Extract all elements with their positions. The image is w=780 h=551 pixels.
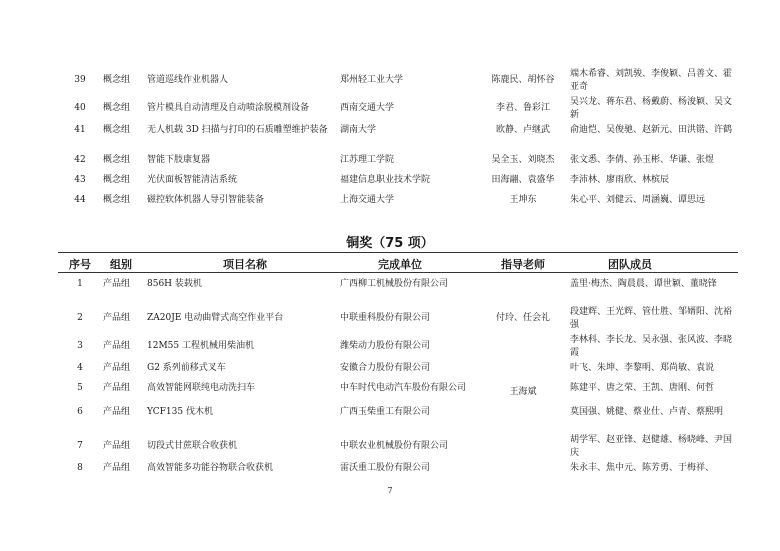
row-project-name: 光伏面板智能清洁系统 — [147, 175, 238, 185]
row-members: 段建辉、王光辉、管仕胜、邹婿阳、沈裕强 — [570, 307, 733, 330]
header-unit: 完成单位 — [378, 258, 422, 271]
row-members: 俞迪恺、吴俊驰、赵新元、田洪锴、许鹤 — [570, 125, 733, 135]
row-members: 朱心平、刘健云、周涵巍、谭思远 — [570, 195, 706, 205]
row-group: 概念组 — [103, 125, 131, 135]
row-members: 陈建平、唐之荣、王凯、唐刚、何哲 — [570, 383, 715, 393]
row-project-name: 切段式甘蔗联合收获机 — [147, 441, 238, 451]
row-members: 朱永丰、焦中元、陈芳勇、于梅祥、 — [570, 463, 715, 473]
row-project-name: 高效智能多功能谷物联合收获机 — [147, 463, 274, 473]
row-group: 产品组 — [103, 407, 131, 417]
row-unit: 中车时代电动汽车股份有限公司 — [340, 383, 467, 393]
row-number: 5 — [77, 383, 83, 393]
row-project-name: 管片模具自动清理及自动喷涂脱模剂设备 — [147, 103, 310, 113]
row-group: 概念组 — [103, 155, 131, 165]
row-members: 李林科、李长龙、吴永强、张风波、李晓霞 — [570, 335, 733, 358]
row-group: 概念组 — [103, 103, 131, 113]
row-unit: 福建信息职业技术学院 — [340, 175, 431, 185]
row-unit: 郑州轻工业大学 — [340, 75, 404, 85]
row-project-name: 智能下肢康复器 — [147, 155, 211, 165]
row-group: 概念组 — [103, 75, 131, 85]
row-unit: 安徽合力股份有限公司 — [340, 363, 431, 373]
row-group: 概念组 — [103, 175, 131, 185]
header-num: 序号 — [69, 258, 91, 271]
row-members: 莫国强、姚健、蔡业仕、卢青、蔡熙明 — [570, 407, 724, 417]
row-group: 产品组 — [103, 383, 131, 393]
row-members: 李沛林、廖雨欣、林槟辰 — [570, 175, 670, 185]
row-group: 产品组 — [103, 279, 131, 289]
header-members: 团队成员 — [608, 258, 652, 271]
row-unit: 广西柳工机械股份有限公司 — [340, 279, 449, 289]
row-number: 8 — [77, 463, 83, 473]
row-unit: 雷沃重工股份有限公司 — [340, 463, 431, 473]
row-number: 1 — [77, 279, 83, 289]
row-members: 盖里·梅杰、陶晨晨、谭世颖、董晓锋 — [570, 279, 717, 289]
header-group: 组别 — [110, 258, 132, 271]
row-project-name: ZA20JE 电动曲臂式高空作业平台 — [147, 313, 284, 323]
header-rule-bottom — [58, 272, 738, 273]
row-project-name: 无人机载 3D 扫描与打印的石质雕塑维护装备 — [147, 125, 328, 135]
row-advisor: 王坤东 — [509, 195, 537, 205]
row-advisor: 付玲、任会礼 — [495, 313, 550, 323]
row-group: 产品组 — [103, 441, 131, 451]
page-number: 7 — [387, 486, 393, 495]
row-group: 产品组 — [103, 341, 131, 351]
row-number: 6 — [77, 407, 83, 417]
row-group: 产品组 — [103, 463, 131, 473]
row-advisor: 欧静、卢继武 — [495, 125, 550, 135]
row-members: 叶飞、朱坤、李黎明、郑尚敏、袁说 — [570, 363, 715, 373]
row-members: 端木希睿、刘凯骏、李俊颖、吕善文、霍亚奇 — [570, 69, 733, 92]
row-members: 张文悉、李倩、孙玉彬、华谦、张煜 — [570, 155, 715, 165]
section-title: 铜奖（75 项） — [346, 236, 434, 251]
header-rule-top — [58, 252, 738, 253]
row-project-name: G2 系列前移式叉车 — [147, 363, 226, 373]
row-advisor: 吴全玉、刘晓杰 — [491, 155, 555, 165]
row-number: 40 — [74, 103, 86, 113]
row-unit: 上海交通大学 — [340, 195, 395, 205]
row-project-name: 856H 装载机 — [147, 279, 202, 289]
row-project-name: YCF135 伐木机 — [147, 407, 213, 417]
row-project-name: 12M55 工程机械用柴油机 — [147, 341, 254, 351]
row-number: 2 — [77, 313, 83, 323]
row-advisor: 陈鹿民、胡怀谷 — [491, 75, 555, 85]
row-number: 42 — [74, 155, 86, 165]
row-project-name: 磁控软体机器人导引智能装备 — [147, 195, 265, 205]
header-advisor: 指导老师 — [501, 258, 545, 271]
row-members: 胡学军、赵亚锋、赵健雄、杨晓峰、尹国庆 — [570, 435, 733, 458]
row-number: 7 — [77, 441, 83, 451]
row-unit: 潍柴动力股份有限公司 — [340, 341, 431, 351]
row-unit: 西南交通大学 — [340, 103, 395, 113]
row-number: 3 — [77, 341, 83, 351]
row-unit: 中联重科股份有限公司 — [340, 313, 431, 323]
row-advisor: 田海翮、袁盛华 — [491, 175, 555, 185]
row-number: 44 — [74, 195, 86, 205]
row-group: 产品组 — [103, 363, 131, 373]
row-number: 41 — [74, 125, 86, 135]
header-name: 项目名称 — [223, 258, 267, 271]
row-unit: 湖南大学 — [340, 125, 377, 135]
row-number: 43 — [74, 175, 86, 185]
row-group: 概念组 — [103, 195, 131, 205]
row-number: 4 — [77, 363, 83, 373]
row-advisor: 王海斌 — [509, 387, 537, 397]
row-unit: 江苏理工学院 — [340, 155, 395, 165]
row-project-name: 高效智能网联纯电动洗扫车 — [147, 383, 256, 393]
row-group: 产品组 — [103, 313, 131, 323]
row-advisor: 李君、鲁彩江 — [495, 103, 550, 113]
row-project-name: 管道巡线作业机器人 — [147, 75, 229, 85]
row-members: 吴兴龙、蒋东君、杨戴蔚、杨浚颖、吴文新 — [570, 97, 733, 120]
row-number: 39 — [74, 75, 86, 85]
row-unit: 广西玉柴重工有限公司 — [340, 407, 431, 417]
row-unit: 中联农业机械股份有限公司 — [340, 441, 449, 451]
